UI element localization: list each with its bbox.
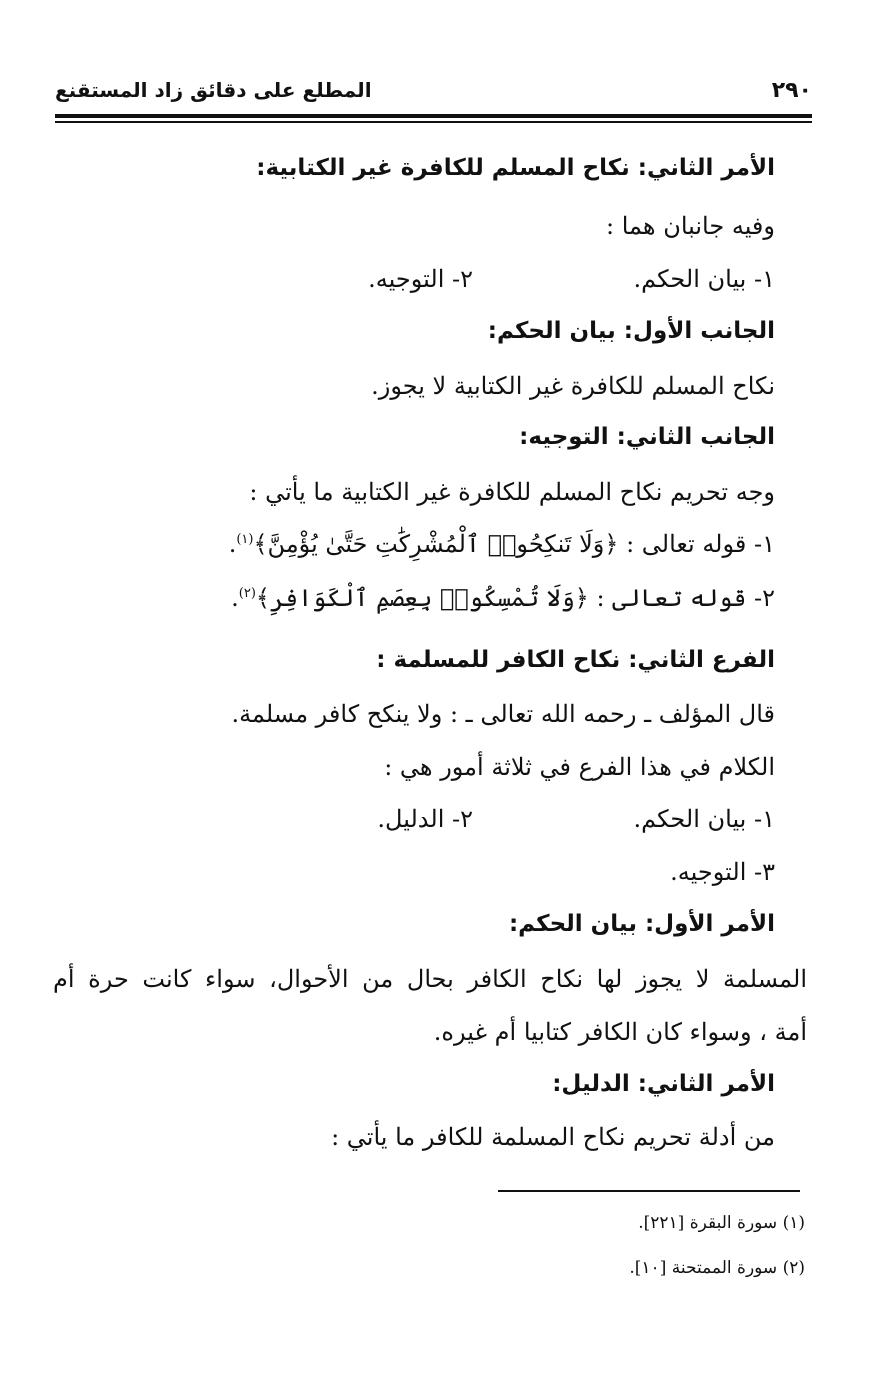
book-title: المطلع على دقائق زاد المستقنع xyxy=(55,78,372,102)
page-header xyxy=(55,78,812,110)
paragraph: الكلام في هذا الفرع في ثلاثة أمور هي : xyxy=(384,753,775,781)
paragraph: وجه تحريم نكاح المسلم للكافرة غير الكتابية ما يأتي : xyxy=(249,478,775,506)
section-heading: الأمر الثاني: نكاح المسلم للكافرة غير الكتابية: xyxy=(256,155,775,181)
paragraph: وفيه جانبان هما : xyxy=(606,212,775,240)
subsection-heading: الجانب الأول: بيان الحكم: xyxy=(487,318,775,344)
header-rule-thin xyxy=(55,121,812,123)
footnote-separator xyxy=(498,1190,800,1192)
list-item: ١- بيان الحكم. xyxy=(633,265,775,293)
subsection-heading: الجانب الثاني: التوجيه: xyxy=(519,424,775,450)
verse-text: ١- قوله تعالى : ﴿وَلَا تَنكِحُوا۟ ٱلْمُشْرِكَٰتِ حَتَّىٰ يُؤْمِنَّ﴾ xyxy=(253,530,775,558)
list-item: ٣- التوجيه. xyxy=(670,858,775,886)
paragraph-line: المسلمة لا يجوز لها نكاح الكافر بحال من الأحوال، سواء كانت حرة أم xyxy=(53,965,807,993)
section-heading: الأمر الأول: بيان الحكم: xyxy=(508,911,775,937)
paragraph: قال المؤلف ـ رحمه الله تعالى ـ : ولا ينكح كافر مسلمة. xyxy=(231,700,775,728)
quran-verse-item: ٢- قوله تعالى : ﴿وَلَا تُمْسِكُوا۟ بِعِصَمِ ٱلْكَوَافِرِ﴾$^{(٢)}$. xyxy=(231,584,775,612)
paragraph-line: أمة ، وسواء كان الكافر كتابيا أم غيره. xyxy=(433,1018,807,1046)
page-number: ٢٩٠ xyxy=(771,78,812,103)
header-rule-thick xyxy=(55,114,812,118)
footnote-ref: (١) xyxy=(236,532,254,547)
footnote: (٢) سورة الممتحنة [١٠]. xyxy=(629,1258,805,1278)
footnote-ref: (٢) xyxy=(238,586,256,601)
section-heading: الأمر الثاني: الدليل: xyxy=(552,1071,775,1097)
list-item: ١- بيان الحكم. xyxy=(633,805,775,833)
list-item: ٢- الدليل. xyxy=(377,805,473,833)
branch-heading: الفرع الثاني: نكاح الكافر للمسلمة : xyxy=(376,647,775,673)
paragraph: نكاح المسلم للكافرة غير الكتابية لا يجوز. xyxy=(371,372,775,400)
list-item: ٢- التوجيه. xyxy=(368,265,473,293)
quran-verse-item: ١- قوله تعالى : ﴿وَلَا تَنكِحُوا۟ ٱلْمُشْرِكَٰتِ حَتَّىٰ يُؤْمِنَّ﴾$^{(١)}$. xyxy=(228,530,775,558)
paragraph: من أدلة تحريم نكاح المسلمة للكافر ما يأتي : xyxy=(331,1123,775,1151)
verse-text: ٢- قوله تعالى : ﴿وَلَا تُمْسِكُوا۟ بِعِصَمِ ٱلْكَوَافِرِ﴾ xyxy=(255,584,775,612)
footnote: (١) سورة البقرة [٢٢١]. xyxy=(638,1213,805,1233)
